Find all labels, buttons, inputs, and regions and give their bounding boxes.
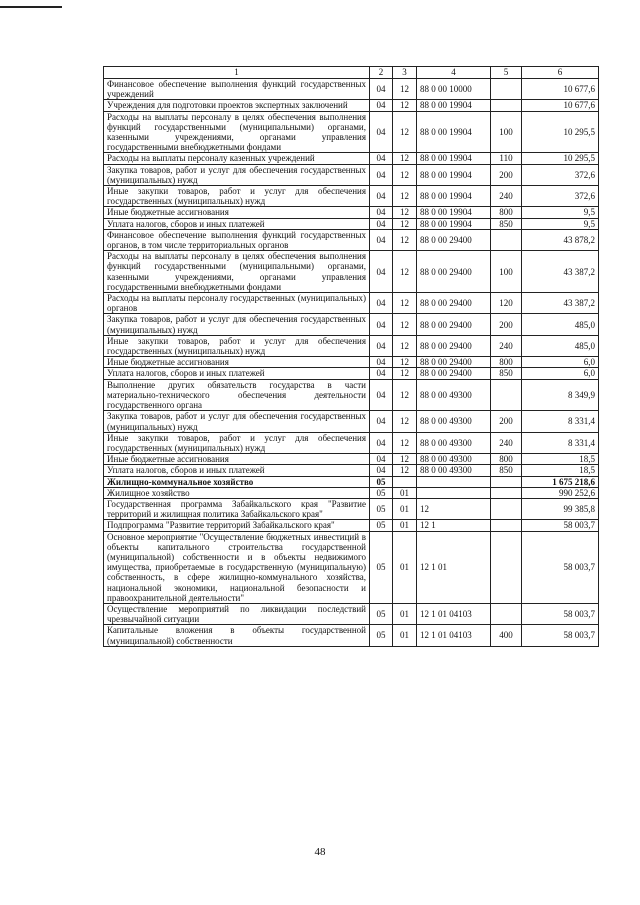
expense-type-cell: 200 bbox=[491, 164, 522, 185]
expense-type-cell bbox=[491, 476, 522, 487]
expense-type-cell: 200 bbox=[491, 411, 522, 432]
subsection-code-cell: 12 bbox=[393, 153, 417, 164]
amount-cell: 8 331,4 bbox=[522, 411, 599, 432]
page-number: 48 bbox=[314, 846, 326, 858]
row-name-cell: Иные закупки товаров, работ и услуг для обеспечения государственных (муниципальных) нужд bbox=[104, 335, 370, 356]
section-code-cell: 04 bbox=[370, 357, 393, 368]
row-name-cell: Закупка товаров, работ и услуг для обеспечения государственных (муниципальных) нужд bbox=[104, 314, 370, 335]
section-code-cell: 04 bbox=[370, 432, 393, 453]
section-code-cell: 05 bbox=[370, 625, 393, 646]
subsection-code-cell: 12 bbox=[393, 432, 417, 453]
subsection-code-cell: 12 bbox=[393, 293, 417, 314]
subsection-code-cell: 12 bbox=[393, 218, 417, 229]
subsection-code-cell: 12 bbox=[393, 207, 417, 218]
target-article-cell: 88 0 00 29400 bbox=[417, 335, 491, 356]
table-row bbox=[104, 251, 599, 293]
subsection-code-cell: 01 bbox=[393, 625, 417, 646]
amount-cell: 6,0 bbox=[522, 357, 599, 368]
expense-type-cell: 240 bbox=[491, 186, 522, 207]
table-row bbox=[104, 79, 599, 100]
section-code-cell: 05 bbox=[370, 498, 393, 519]
amount-cell: 10 677,6 bbox=[522, 79, 599, 100]
section-code-cell: 04 bbox=[370, 251, 393, 293]
expense-type-cell bbox=[491, 379, 522, 411]
target-article-cell: 88 0 00 49300 bbox=[417, 432, 491, 453]
row-name-cell: Расходы на выплаты персоналу в целях обеспечения выполнения функций государственными (муниципальными) органами, казенными учреждениями, органами управления государственными внебюджетными фондами bbox=[104, 251, 370, 293]
expense-type-cell bbox=[491, 531, 522, 603]
amount-cell: 43 878,2 bbox=[522, 229, 599, 250]
row-name-cell: Иные закупки товаров, работ и услуг для обеспечения государственных (муниципальных) нужд bbox=[104, 186, 370, 207]
expense-type-cell bbox=[491, 100, 522, 111]
expense-type-cell bbox=[491, 79, 522, 100]
section-code-cell: 05 bbox=[370, 476, 393, 487]
table-row bbox=[104, 625, 599, 646]
target-article-cell: 88 0 00 49300 bbox=[417, 454, 491, 465]
header-cell: 2 bbox=[370, 67, 393, 79]
row-name-cell: Уплата налогов, сборов и иных платежей bbox=[104, 218, 370, 229]
row-name-cell: Осуществление мероприятий по ликвидации последствий чрезвычайной ситуации bbox=[104, 603, 370, 624]
expense-type-cell: 800 bbox=[491, 207, 522, 218]
target-article-cell: 88 0 00 49300 bbox=[417, 379, 491, 411]
header-cell: 3 bbox=[393, 67, 417, 79]
subsection-code-cell: 12 bbox=[393, 335, 417, 356]
target-article-cell: 12 1 01 bbox=[417, 531, 491, 603]
section-code-cell: 04 bbox=[370, 153, 393, 164]
subsection-code-cell: 01 bbox=[393, 487, 417, 498]
expense-type-cell: 800 bbox=[491, 454, 522, 465]
table-row bbox=[104, 314, 599, 335]
table-row bbox=[104, 207, 599, 218]
section-code-cell: 04 bbox=[370, 100, 393, 111]
amount-cell: 6,0 bbox=[522, 368, 599, 379]
expense-type-cell: 200 bbox=[491, 314, 522, 335]
table-row bbox=[104, 164, 599, 185]
expense-type-cell: 850 bbox=[491, 218, 522, 229]
target-article-cell: 88 0 00 29400 bbox=[417, 368, 491, 379]
subsection-code-cell: 12 bbox=[393, 379, 417, 411]
table-row bbox=[104, 476, 599, 487]
table-row bbox=[104, 454, 599, 465]
target-article-cell: 12 1 01 04103 bbox=[417, 603, 491, 624]
table-row bbox=[104, 335, 599, 356]
subsection-code-cell: 01 bbox=[393, 603, 417, 624]
target-article-cell: 88 0 00 49300 bbox=[417, 411, 491, 432]
amount-cell: 58 003,7 bbox=[522, 625, 599, 646]
row-name-cell: Закупка товаров, работ и услуг для обеспечения государственных (муниципальных) нужд bbox=[104, 164, 370, 185]
table-row bbox=[104, 293, 599, 314]
expense-type-cell bbox=[491, 603, 522, 624]
expense-type-cell bbox=[491, 487, 522, 498]
row-name-cell: Иные бюджетные ассигнования bbox=[104, 207, 370, 218]
row-name-cell: Закупка товаров, работ и услуг для обеспечения государственных (муниципальных) нужд bbox=[104, 411, 370, 432]
amount-cell: 43 387,2 bbox=[522, 293, 599, 314]
amount-cell: 8 331,4 bbox=[522, 432, 599, 453]
section-code-cell: 04 bbox=[370, 379, 393, 411]
subsection-code-cell: 12 bbox=[393, 411, 417, 432]
target-article-cell: 88 0 00 19904 bbox=[417, 111, 491, 153]
subsection-code-cell: 12 bbox=[393, 357, 417, 368]
amount-cell: 43 387,2 bbox=[522, 251, 599, 293]
table-row bbox=[104, 357, 599, 368]
subsection-code-cell: 12 bbox=[393, 79, 417, 100]
section-code-cell: 04 bbox=[370, 368, 393, 379]
subsection-code-cell: 12 bbox=[393, 454, 417, 465]
amount-cell: 1 675 218,6 bbox=[522, 476, 599, 487]
row-name-cell: Расходы на выплаты персоналу казенных учреждений bbox=[104, 153, 370, 164]
section-code-cell: 04 bbox=[370, 229, 393, 250]
subsection-code-cell: 12 bbox=[393, 368, 417, 379]
subsection-code-cell: 01 bbox=[393, 520, 417, 531]
subsection-code-cell: 01 bbox=[393, 498, 417, 519]
amount-cell: 18,5 bbox=[522, 465, 599, 476]
target-article-cell: 88 0 00 19904 bbox=[417, 100, 491, 111]
header-cell: 4 bbox=[417, 67, 491, 79]
table-row bbox=[104, 531, 599, 603]
row-name-cell: Жилищно-коммунальное хозяйство bbox=[104, 476, 370, 487]
amount-cell: 58 003,7 bbox=[522, 520, 599, 531]
row-name-cell: Финансовое обеспечение выполнения функций государственных органов, в том числе территориальных органов bbox=[104, 229, 370, 250]
amount-cell: 10 295,5 bbox=[522, 153, 599, 164]
amount-cell: 18,5 bbox=[522, 454, 599, 465]
amount-cell: 9,5 bbox=[522, 207, 599, 218]
amount-cell: 485,0 bbox=[522, 314, 599, 335]
section-code-cell: 04 bbox=[370, 411, 393, 432]
subsection-code-cell: 12 bbox=[393, 111, 417, 153]
row-name-cell: Расходы на выплаты персоналу государственных (муниципальных) органов bbox=[104, 293, 370, 314]
row-name-cell: Уплата налогов, сборов и иных платежей bbox=[104, 368, 370, 379]
expense-type-cell: 100 bbox=[491, 251, 522, 293]
target-article-cell: 88 0 00 29400 bbox=[417, 357, 491, 368]
row-name-cell: Финансовое обеспечение выполнения функций государственных учреждений bbox=[104, 79, 370, 100]
table-row bbox=[104, 487, 599, 498]
expense-type-cell: 800 bbox=[491, 357, 522, 368]
target-article-cell bbox=[417, 476, 491, 487]
amount-cell: 372,6 bbox=[522, 164, 599, 185]
section-code-cell: 04 bbox=[370, 186, 393, 207]
header-cell: 1 bbox=[104, 67, 370, 79]
row-name-cell: Подпрограмма "Развитие территорий Забайкальского края" bbox=[104, 520, 370, 531]
header-cell: 5 bbox=[491, 67, 522, 79]
budget-table bbox=[103, 66, 599, 647]
amount-cell: 10 295,5 bbox=[522, 111, 599, 153]
top-rule bbox=[0, 6, 62, 8]
table-row bbox=[104, 411, 599, 432]
subsection-code-cell: 12 bbox=[393, 314, 417, 335]
section-code-cell: 04 bbox=[370, 218, 393, 229]
subsection-code-cell: 12 bbox=[393, 229, 417, 250]
target-article-cell: 88 0 00 19904 bbox=[417, 218, 491, 229]
amount-cell: 58 003,7 bbox=[522, 531, 599, 603]
section-code-cell: 04 bbox=[370, 111, 393, 153]
table-row bbox=[104, 186, 599, 207]
header-cell: 6 bbox=[522, 67, 599, 79]
amount-cell: 99 385,8 bbox=[522, 498, 599, 519]
row-name-cell: Государственная программа Забайкальского края "Развитие территорий и жилищная политика Забайкальского края" bbox=[104, 498, 370, 519]
amount-cell: 10 677,6 bbox=[522, 100, 599, 111]
target-article-cell: 88 0 00 10000 bbox=[417, 79, 491, 100]
target-article-cell: 88 0 00 19904 bbox=[417, 153, 491, 164]
subsection-code-cell: 12 bbox=[393, 465, 417, 476]
target-article-cell: 88 0 00 29400 bbox=[417, 293, 491, 314]
row-name-cell: Основное мероприятие "Осуществление бюджетных инвестиций в объекты капитального строительства государственной (муниципальной) собственности и в объекты недвижимого имущества, приобретаемые в государственную (муниципальную) собственность, в сфере жилищно-коммунального хозяйства, национальной экономики, национальной безопасности и правоохранительной деятельности" bbox=[104, 531, 370, 603]
row-name-cell: Уплата налогов, сборов и иных платежей bbox=[104, 465, 370, 476]
target-article-cell: 12 1 bbox=[417, 520, 491, 531]
table-row bbox=[104, 498, 599, 519]
amount-cell: 372,6 bbox=[522, 186, 599, 207]
expense-type-cell: 120 bbox=[491, 293, 522, 314]
table-row bbox=[104, 520, 599, 531]
amount-cell: 990 252,6 bbox=[522, 487, 599, 498]
amount-cell: 58 003,7 bbox=[522, 603, 599, 624]
expense-type-cell: 100 bbox=[491, 111, 522, 153]
table-row bbox=[104, 218, 599, 229]
subsection-code-cell: 12 bbox=[393, 186, 417, 207]
target-article-cell: 88 0 00 19904 bbox=[417, 164, 491, 185]
table-row bbox=[104, 432, 599, 453]
amount-cell: 9,5 bbox=[522, 218, 599, 229]
section-code-cell: 04 bbox=[370, 293, 393, 314]
target-article-cell: 88 0 00 49300 bbox=[417, 465, 491, 476]
target-article-cell: 88 0 00 29400 bbox=[417, 314, 491, 335]
budget-table-body bbox=[104, 67, 599, 647]
section-code-cell: 05 bbox=[370, 520, 393, 531]
table-row bbox=[104, 379, 599, 411]
table-row bbox=[104, 465, 599, 476]
section-code-cell: 04 bbox=[370, 79, 393, 100]
subsection-code-cell: 12 bbox=[393, 251, 417, 293]
target-article-cell: 88 0 00 19904 bbox=[417, 186, 491, 207]
table-row bbox=[104, 603, 599, 624]
table-row bbox=[104, 111, 599, 153]
section-code-cell: 05 bbox=[370, 531, 393, 603]
subsection-code-cell bbox=[393, 476, 417, 487]
expense-type-cell: 240 bbox=[491, 335, 522, 356]
target-article-cell: 88 0 00 29400 bbox=[417, 229, 491, 250]
row-name-cell: Иные бюджетные ассигнования bbox=[104, 357, 370, 368]
section-code-cell: 05 bbox=[370, 487, 393, 498]
target-article-cell: 88 0 00 29400 bbox=[417, 251, 491, 293]
table-header-row bbox=[104, 67, 599, 79]
target-article-cell: 12 1 01 04103 bbox=[417, 625, 491, 646]
table-row bbox=[104, 229, 599, 250]
target-article-cell: 12 bbox=[417, 498, 491, 519]
expense-type-cell: 110 bbox=[491, 153, 522, 164]
table-row bbox=[104, 368, 599, 379]
target-article-cell bbox=[417, 487, 491, 498]
row-name-cell: Капитальные вложения в объекты государственной (муниципальной) собственности bbox=[104, 625, 370, 646]
row-name-cell: Выполнение других обязательств государства в части материально-технического обеспечения деятельности государственного органа bbox=[104, 379, 370, 411]
amount-cell: 8 349,9 bbox=[522, 379, 599, 411]
section-code-cell: 04 bbox=[370, 207, 393, 218]
expense-type-cell: 850 bbox=[491, 368, 522, 379]
section-code-cell: 04 bbox=[370, 454, 393, 465]
table-row bbox=[104, 100, 599, 111]
amount-cell: 485,0 bbox=[522, 335, 599, 356]
row-name-cell: Иные бюджетные ассигнования bbox=[104, 454, 370, 465]
section-code-cell: 05 bbox=[370, 603, 393, 624]
expense-type-cell: 240 bbox=[491, 432, 522, 453]
section-code-cell: 04 bbox=[370, 465, 393, 476]
table-row bbox=[104, 153, 599, 164]
section-code-cell: 04 bbox=[370, 314, 393, 335]
subsection-code-cell: 01 bbox=[393, 531, 417, 603]
section-code-cell: 04 bbox=[370, 335, 393, 356]
row-name-cell: Учреждения для подготовки проектов экспертных заключений bbox=[104, 100, 370, 111]
row-name-cell: Расходы на выплаты персоналу в целях обеспечения выполнения функций государственными (муниципальными) органами, казенными учреждениями, органами управления государственными внебюджетными фондами bbox=[104, 111, 370, 153]
expense-type-cell bbox=[491, 229, 522, 250]
expense-type-cell: 400 bbox=[491, 625, 522, 646]
section-code-cell: 04 bbox=[370, 164, 393, 185]
expense-type-cell: 850 bbox=[491, 465, 522, 476]
row-name-cell: Иные закупки товаров, работ и услуг для обеспечения государственных (муниципальных) нужд bbox=[104, 432, 370, 453]
target-article-cell: 88 0 00 19904 bbox=[417, 207, 491, 218]
row-name-cell: Жилищное хозяйство bbox=[104, 487, 370, 498]
subsection-code-cell: 12 bbox=[393, 100, 417, 111]
expense-type-cell bbox=[491, 498, 522, 519]
subsection-code-cell: 12 bbox=[393, 164, 417, 185]
expense-type-cell bbox=[491, 520, 522, 531]
